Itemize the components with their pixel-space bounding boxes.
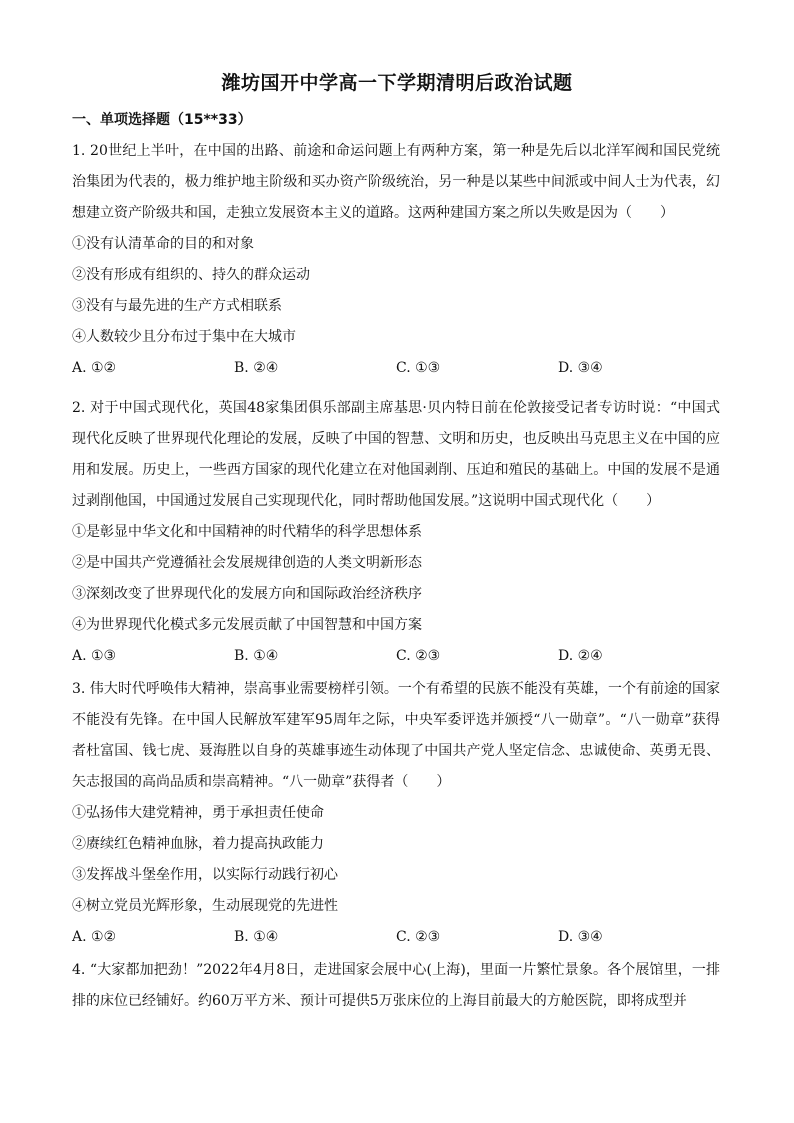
option-a: A. ①②: [72, 929, 117, 945]
answer-options: [72, 353, 720, 384]
statement-4: ④树立党员光辉形象，生动展现党的先进性: [72, 898, 338, 914]
statement-4: ④人数较少且分布过于集中在大城市: [72, 329, 296, 345]
statement-3: ③深刻改变了世界现代化的发展方向和国际政治经济秩序: [72, 586, 422, 602]
option-c: C. ①③: [396, 360, 441, 376]
statement-4: ④为世界现代化模式多元发展贡献了中国智慧和中国方案: [72, 617, 422, 633]
question-stem: 4. “大家都加把劲！”2022年4月8日，走进国家会展中心(上海)，里面一片繁忙景象。各个展馆里，一排排的床位已经铺好。约60万平方米、预计可提供5万张床位的上海目前最大的方舱医院，即将成型并: [72, 962, 720, 1009]
option-b: B. ①④: [234, 648, 279, 664]
statement-2: ②是中国共产党遵循社会发展规律创造的人类文明新形态: [72, 555, 422, 571]
statement-1: ①是彰显中华文化和中国精神的时代精华的科学思想体系: [72, 524, 422, 540]
statement-1: ①弘扬伟大建党精神，勇于承担责任使命: [72, 805, 324, 821]
statement-2: ②没有形成有组织的、持久的群众运动: [72, 267, 310, 283]
option-b: B. ①④: [234, 929, 279, 945]
answer-options: [72, 922, 720, 953]
option-c: C. ②③: [396, 648, 441, 664]
statement-1: ①没有认清革命的目的和对象: [72, 236, 254, 252]
question-2: [72, 393, 720, 672]
question-stem: 1. 20世纪上半叶，在中国的出路、前途和命运问题上有两种方案，第一种是先后以北洋军阀和国民党统治集团为代表的，极力维护地主阶级和买办资产阶级统治，另一种是以某些中间派或中间人士为代表，幻想建立资产阶级共和国，走独立发展资本主义的道路。这两种建国方案之所以失败是因为（ ）: [72, 143, 720, 221]
question-3: [72, 674, 720, 953]
statement-3: ③发挥战斗堡垒作用，以实际行动践行初心: [72, 867, 338, 883]
option-d: D. ②④: [558, 648, 603, 664]
option-d: D. ③④: [558, 929, 603, 945]
question-stem: 2. 对于中国式现代化，英国48家集团俱乐部副主席基思·贝内特日前在伦敦接受记者专访时说：“中国式现代化反映了世界现代化理论的发展，反映了中国的智慧、文明和历史，也反映出马克思主义在中国的应用和发展。历史上，一些西方国家的现代化建立在对他国剥削、压迫和殖民的基础上。中国的发展不是通过剥削他国，中国通过发展自己实现现代化，同时帮助他国发展。”这说明中国式现代化（ ）: [72, 400, 720, 509]
answer-options: [72, 641, 720, 672]
statement-2: ②赓续红色精神血脉，着力提高执政能力: [72, 836, 324, 852]
option-d: D. ③④: [558, 360, 603, 376]
question-1: [72, 136, 720, 384]
option-c: C. ②③: [396, 929, 441, 945]
section-heading: 一、单项选择题（15**33）: [72, 112, 252, 128]
question-4: [72, 955, 720, 1017]
option-a: A. ①③: [72, 648, 117, 664]
exam-title: 潍坊国开中学高一下学期清明后政治试题: [221, 72, 573, 94]
statement-3: ③没有与最先进的生产方式相联系: [72, 298, 282, 314]
question-stem: 3. 伟大时代呼唤伟大精神，崇高事业需要榜样引领。一个有希望的民族不能没有英雄，一个有前途的国家不能没有先锋。在中国人民解放军建军95周年之际，中央军委评选并颁授“八一勋章”。“八一勋章”获得者杜富国、钱七虎、聂海胜以自身的英雄事迹生动体现了中国共产党人坚定信念、忠诚使命、英勇无畏、矢志报国的高尚品质和崇高精神。“八一勋章”获得者（ ）: [72, 681, 720, 790]
option-b: B. ②④: [234, 360, 279, 376]
option-a: A. ①②: [72, 360, 117, 376]
